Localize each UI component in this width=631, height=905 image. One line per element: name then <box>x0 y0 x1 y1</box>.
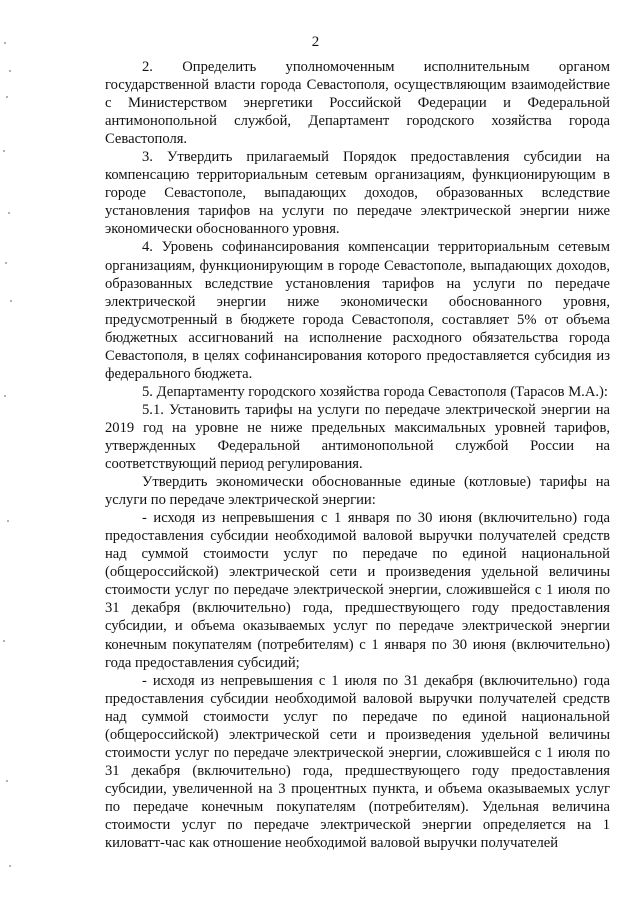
scan-speck <box>7 520 9 522</box>
scan-speck <box>5 262 7 264</box>
paragraph-item-2: 2. Определить уполномоченным исполнительным органом государственной власти города Севастополя, осуществляющим взаимодействие с Министерством энергетики Российской Федерации и Федеральной антимонопольной службой, Департамент городского хозяйства города Севастополя. <box>105 59 610 148</box>
paragraph-tariffs-intro: Утвердить экономически обоснованные единые (котловые) тарифы на услуги по передаче электрической энергии: <box>105 474 610 509</box>
scan-speck <box>6 780 8 782</box>
paragraph-bullet-jan-jun: - исходя из непревышения с 1 января по 30 июня (включительно) года предоставления субсидии необходимой валовой выручки получателей средств над суммой стоимости услуг по передаче по единой национальной (общероссийской) электрической сети и произведения удельной величины стоимости услуг по передаче электрической энергии, сложившейся с 1 июля по 31 декабря (включительно) года, предшествующего году предоставления субсидии, и объема оказываемых услуг по передаче электрической энергии конечным покупателям (потребителям) с 1 января по 30 июня (включительно) года предоставления субсидий; <box>105 510 610 671</box>
paragraph-item-5: 5. Департаменту городского хозяйства города Севастополя (Тарасов М.А.): <box>142 383 608 400</box>
paragraph-item-4: 4. Уровень софинансирования компенсации территориальным сетевым организациям, функционирующим в городе Севастополе, выпадающих доходов, образованных вследствие установления тарифов на услуги по передаче электрической энергии ниже экономически обоснованного уровня, предусмотренный в бюджете города Севастополя, составляет 5% от объема бюджетных ассигнований на исполнение расходного обязательства города Севастополя, в целях софинансирования которого предоставляется субсидия из федерального бюджета. <box>105 239 610 382</box>
scan-speck <box>6 96 8 98</box>
scan-speck <box>9 70 11 72</box>
scan-speck <box>8 212 10 214</box>
paragraph-bullet-jul-dec: - исходя из непревышения с 1 июля по 31 декабря (включительно) года предоставления субсидии необходимой валовой выручки получателей средств над суммой стоимости услуг по передаче по единой национальной (общероссийской) электрической сети и произведения удельной величины стоимости услуг по передаче электрической энергии, сложившейся с 1 июля по 31 декабря (включительно) года, предшествующего году предоставления субсидии, увеличенной на 3 процентных пункта, и объема оказываемых услуг по передаче конечным покупателям (потребителям). Удельная величина стоимости услуг по передаче электрической энергии определяется на 1 киловатт-час как отношение необходимой валовой выручки получателей <box>105 672 610 852</box>
page-number: 2 <box>311 34 320 50</box>
scan-margin-specks <box>0 0 20 905</box>
scan-speck <box>9 865 11 867</box>
scan-speck <box>4 395 6 397</box>
paragraph-item-3: 3. Утвердить прилагаемый Порядок предоставления субсидии на компенсацию территориальным сетевым организациям, функционирующим в городе Севастополе, выпадающих доходов, образованных вследствие установления тарифов на услуги по передаче электрической энергии ниже экономически обоснованного уровня. <box>105 149 610 238</box>
document-body <box>105 58 610 852</box>
scan-speck <box>3 640 5 642</box>
scan-speck <box>3 150 5 152</box>
paragraph-item-5-1: 5.1. Установить тарифы на услуги по передаче электрической энергии на 2019 год на уровне не ниже предельных максимальных уровней тарифов, утвержденных Федеральной антимонопольной службой России на соответствующий период регулирования. <box>105 401 610 473</box>
scan-speck <box>10 300 12 302</box>
